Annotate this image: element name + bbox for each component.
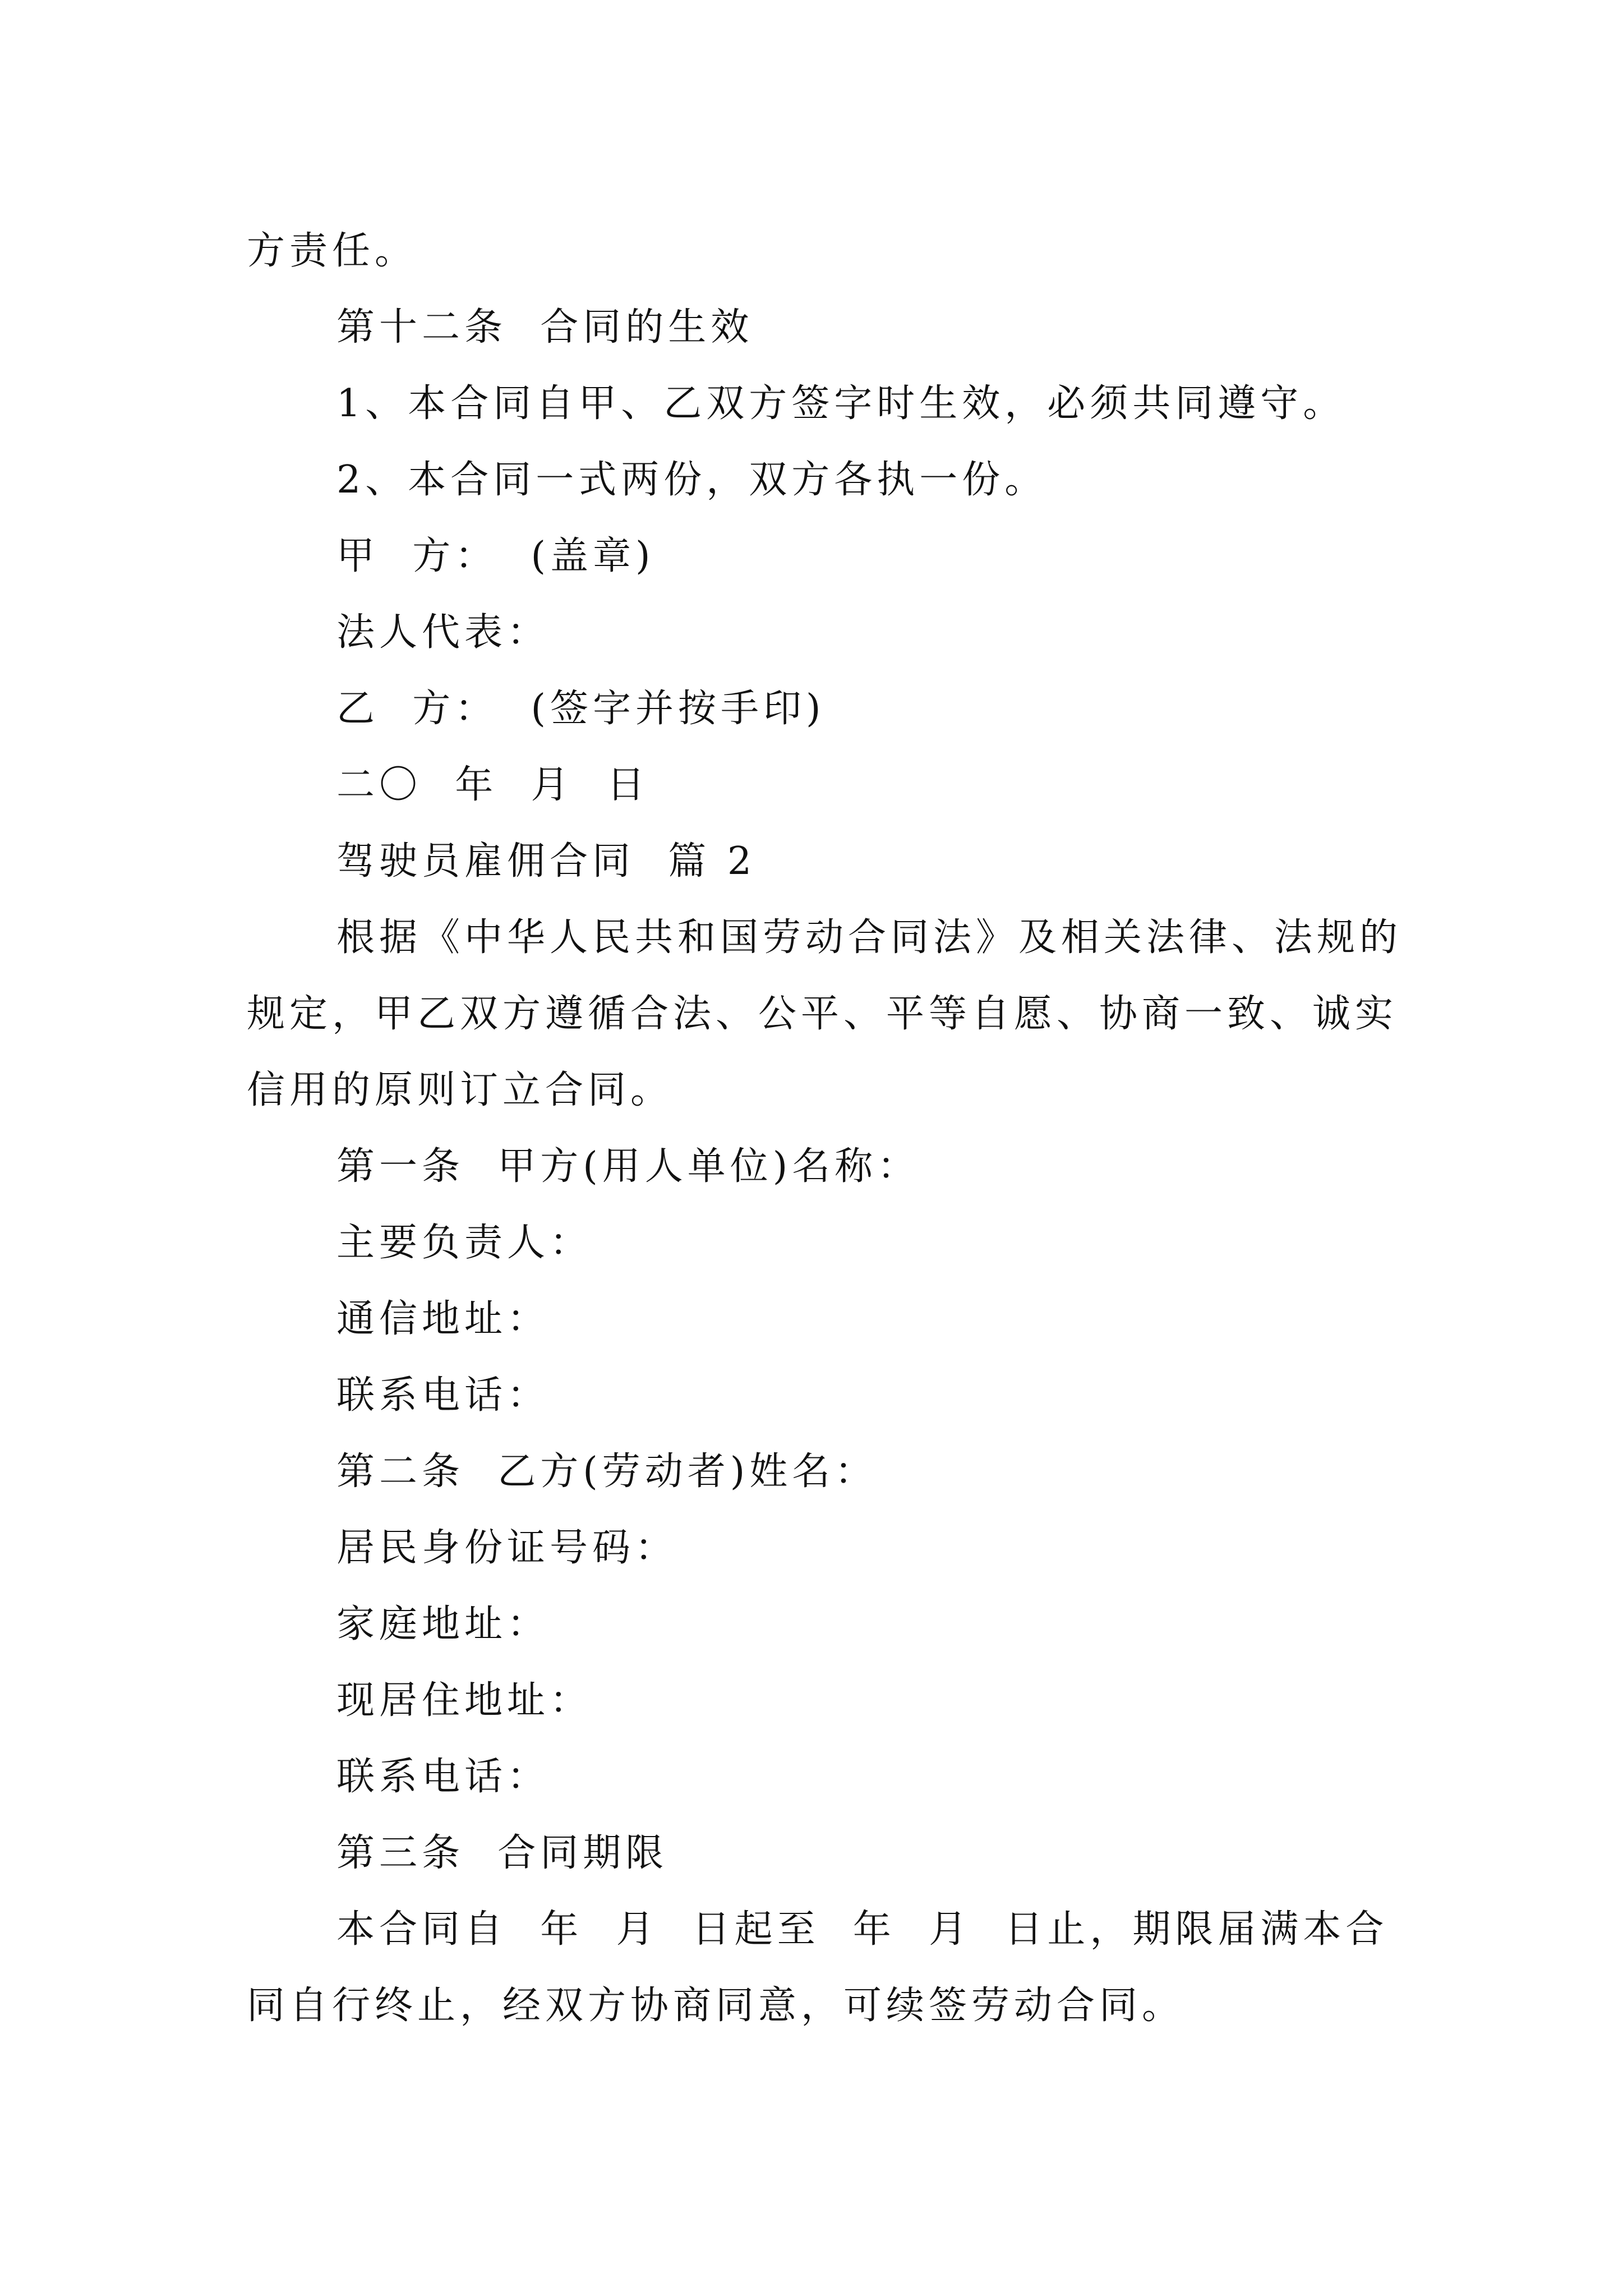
signature-line-party-a: 甲 方： (盖章)	[336, 534, 655, 578]
form-field: 联系电话：	[336, 1755, 550, 1799]
section-heading: 第一条 甲方(用人单位)名称：	[336, 1144, 920, 1189]
paragraph: 根据《中华人民共和国劳动合同法》及相关法律、法规的规定，甲乙双方遵循合法、公平、平等自愿、协商一致、诚实信用的原则订立合同。	[247, 915, 1403, 1112]
form-field: 联系电话：	[336, 1373, 550, 1418]
paragraph: 本合同自 年 月 日起至 年 月 日止，期限届满本合同自行终止，经双方协商同意，可续签劳动合同。	[247, 1907, 1389, 2028]
section-heading: 第十二条 合同的生效	[336, 305, 754, 349]
form-field: 主要负责人：	[336, 1221, 593, 1265]
signature-line-legal-rep: 法人代表：	[336, 610, 550, 655]
paragraph: 1、本合同自甲、乙双方签字时生效，必须共同遵守。	[336, 381, 1346, 426]
form-field: 居民身份证号码：	[336, 1526, 678, 1570]
form-field: 通信地址：	[336, 1297, 550, 1341]
paragraph: 方责任。	[247, 229, 418, 273]
form-field: 家庭地址：	[336, 1602, 550, 1646]
form-field: 现居住地址：	[336, 1678, 593, 1723]
signature-line-party-b: 乙 方： (签字并按手印)	[336, 687, 826, 731]
contract-title: 驾驶员雇佣合同 篇 2	[336, 839, 757, 884]
paragraph: 2、本合同一式两份，双方各执一份。	[336, 458, 1048, 502]
section-heading: 第二条 乙方(劳动者)姓名：	[336, 1450, 878, 1494]
date-line: 二〇 年 月 日	[336, 763, 649, 807]
section-heading: 第三条 合同期限	[336, 1831, 668, 1875]
document-body	[247, 213, 1413, 2044]
